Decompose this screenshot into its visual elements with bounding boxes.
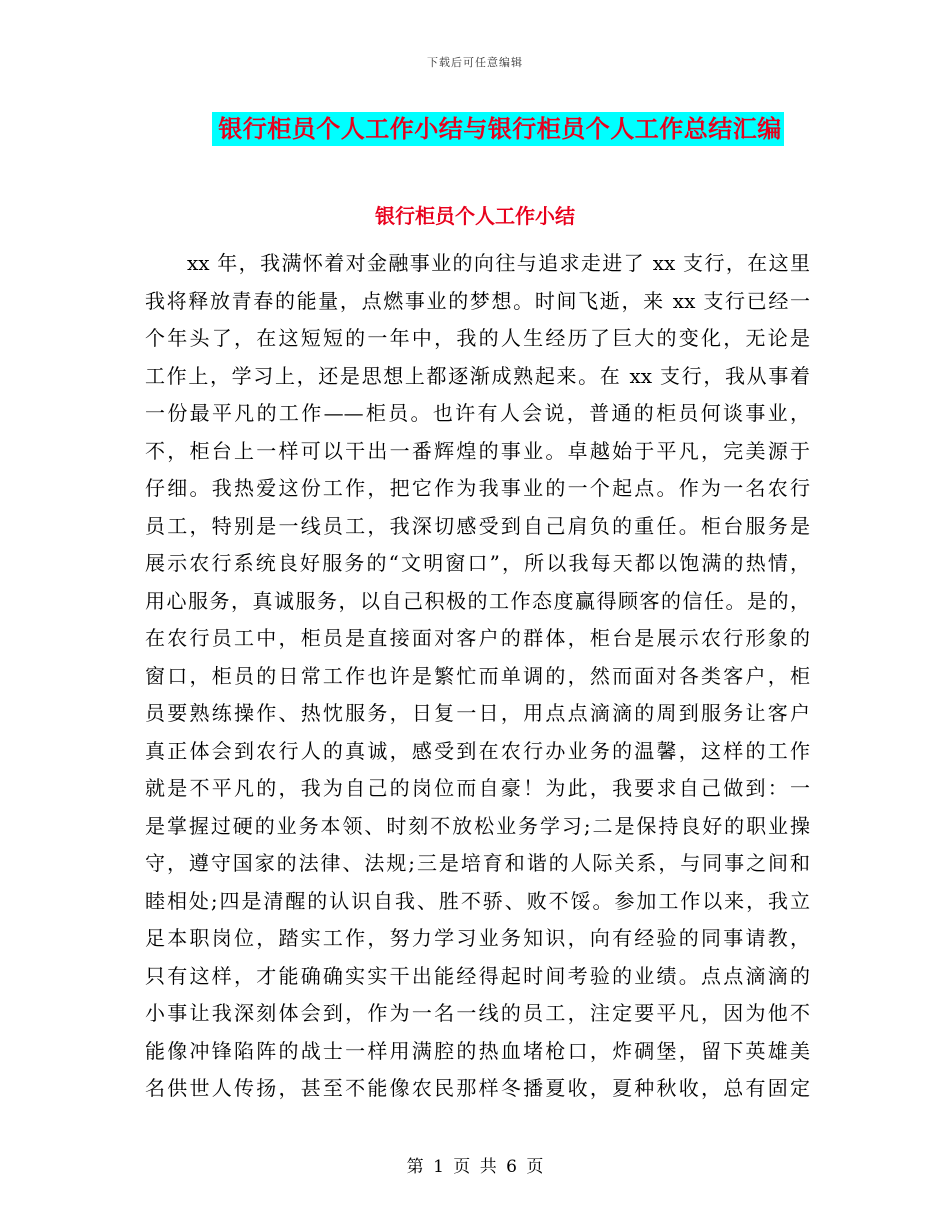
body-text-line: 不，柜台上一样可以干出一番辉煌的事业。卓越始于平凡，完美源于: [145, 438, 810, 463]
body-text-line: 小事让我深刻体会到，作为一名一线的员工，注定要平凡，因为他不: [145, 1001, 810, 1025]
body-paragraph: [145, 245, 810, 1108]
body-text-line: 用心服务，真诚服务，以自己积极的工作态度赢得顾客的信任。是的，: [145, 588, 810, 613]
document-title: 银行柜员个人工作小结与银行柜员个人工作总结汇编: [212, 112, 784, 146]
body-text-line: 仔细。我热爱这份工作，把它作为我事业的一个起点。作为一名农行: [145, 476, 810, 500]
body-text-line: 我将释放青春的能量，点燃事业的梦想。时间飞逝，来 xx 支行已经一: [145, 288, 810, 313]
body-text-line: 员工，特别是一线员工，我深切感受到自己肩负的重任。柜台服务是: [145, 513, 810, 538]
body-text-line: 守，遵守国家的法律、法规;三是培育和谐的人际关系，与同事之间和: [145, 851, 810, 875]
body-text-line: 是掌握过硬的业务本领、时刻不放松业务学习;二是保持良好的职业操: [145, 813, 810, 838]
body-text-line: 在农行员工中，柜员是直接面对客户的群体，柜台是展示农行形象的: [145, 626, 810, 650]
body-text-line: 真正体会到农行人的真诚，感受到在农行办业务的温馨，这样的工作: [145, 738, 810, 763]
body-text-line: 睦相处;四是清醒的认识自我、胜不骄、败不馁。参加工作以来，我立: [145, 888, 810, 913]
document-title-container: [0, 112, 950, 146]
page-header-note: 下载后可任意编辑: [427, 56, 523, 69]
body-text-line: xx 年，我满怀着对金融事业的向往与追求走进了 xx 支行，在这里: [187, 251, 810, 275]
body-text-line: 名供世人传扬，甚至不能像农民那样冬播夏收，夏种秋收，总有固定: [145, 1076, 810, 1100]
body-text-line: 能像冲锋陷阵的战士一样用满腔的热血堵枪口，炸碉堡，留下英雄美: [145, 1038, 810, 1063]
section-title: 银行柜员个人工作小结: [375, 204, 575, 228]
body-text-line: 就是不平凡的，我为自己的岗位而自豪！为此，我要求自己做到：一: [145, 776, 810, 800]
body-text-line: 个年头了，在这短短的一年中，我的人生经历了巨大的变化，无论是: [145, 326, 810, 350]
body-text-line: 足本职岗位，踏实工作，努力学习业务知识，向有经验的同事请教，: [145, 926, 810, 950]
body-text-line: 工作上，学习上，还是思想上都逐渐成熟起来。在 xx 支行，我从事着: [145, 363, 810, 388]
body-text-line: 窗口，柜员的日常工作也许是繁忙而单调的，然而面对各类客户，柜: [145, 663, 810, 688]
body-text-line: 只有这样，才能确确实实干出能经得起时间考验的业绩。点点滴滴的: [145, 963, 810, 988]
page-number-footer: 第 1 页 共 6 页: [406, 1157, 544, 1177]
body-text-line: 员要熟练操作、热忱服务，日复一日，用点点滴滴的周到服务让客户: [145, 701, 810, 725]
body-text-line: 展示农行系统良好服务的“文明窗口”，所以我每天都以饱满的热情，: [145, 551, 810, 575]
body-text-line: 一份最平凡的工作——柜员。也许有人会说，普通的柜员何谈事业，: [145, 401, 810, 425]
